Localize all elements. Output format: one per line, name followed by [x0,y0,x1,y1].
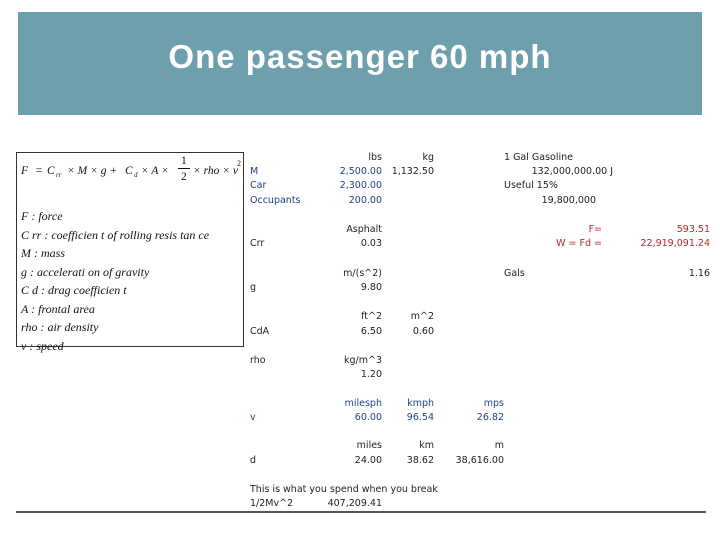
legend-item: M : mass [21,246,65,260]
cda-m2: 0.60 [412,326,434,337]
header-lbs: lbs [368,152,382,163]
formula-box [16,152,244,353]
eq-term-rho: × rho × v [193,165,239,177]
d-km: 38.62 [406,455,434,466]
legend-item: C rr : coefficien t of rolling resis tan ce [21,227,210,242]
ft2-header: ft^2 [361,311,382,322]
legend-item: C d : drag coefficien t [21,283,127,297]
eq-sign: = [35,165,43,177]
mph-header: milesph [344,398,382,409]
eq-lhs: F [21,165,29,177]
g-value: 9.80 [360,282,382,293]
d-miles: 24.00 [354,455,382,466]
d-label: d [250,455,257,466]
kmph-header: kmph [407,398,434,409]
gals-label: Gals [504,268,525,279]
m2-header: m^2 [410,311,434,322]
car-lbs: 2,300.00 [339,180,382,191]
d-m: 38,616.00 [455,455,504,466]
rho-label: rho [250,355,266,366]
eq-cd-sub: d [134,171,138,179]
g-unit: m/(s^2) [343,268,382,279]
occupants-lbs: 200.00 [348,195,382,206]
v-mph: 60.00 [354,412,382,423]
cda-label: CdA [250,326,270,337]
w-label: W = Fd = [556,238,602,249]
gal-label: 1 Gal Gasoline [504,152,573,163]
eq-crr: C [47,165,55,177]
eq-frac-bar [178,168,190,169]
rho-value: 1.20 [360,369,382,380]
rho-unit: kg/m^3 [344,355,382,366]
legend-item: g : accelerati on of gravity [21,264,150,279]
eq-square: 2 [237,159,241,168]
occupants-label: Occupants [250,195,301,206]
km-header: km [419,440,434,451]
legend-item: rho : air density [21,320,99,334]
eq-crr-sub: rr [56,171,62,179]
v-mps: 26.82 [476,412,504,423]
useful-value: 19,800,000 [541,195,596,206]
w-value: 22,919,091.24 [640,238,710,249]
useful-label: Useful 15% [504,180,558,191]
m-kg: 1,132.50 [391,166,434,177]
legend-item: v : speed [21,338,64,353]
legend-item: F : force [21,209,63,223]
legend-item: A : frontal area [21,301,95,316]
slide-title: One passenger 60 mph [168,38,552,75]
drag-equation [21,155,243,189]
bottom-rule [16,511,706,513]
gals-value: 1.16 [688,268,710,279]
kinetic-energy-label: 1/2Mv^2 [250,498,294,509]
miles-header: miles [356,440,382,451]
m-label: M [250,166,259,177]
variable-legend [21,207,209,355]
f-value: 593.51 [676,224,710,235]
asphalt-header: Asphalt [346,224,382,235]
eq-cd: C [125,165,133,177]
eq-term-a: × A × [141,165,169,177]
crr-value: 0.03 [360,238,382,249]
cda-ft2: 6.50 [360,326,382,337]
kinetic-energy-value: 407,209.41 [327,498,382,509]
m-header: m [494,440,504,451]
eq-term-mg: × M × g + [67,165,118,177]
gal-value: 132,000,000.00 J [531,166,613,177]
braking-note: This is what you spend when you break [250,484,438,495]
m-lbs: 2,500.00 [339,166,382,177]
header-kg: kg [422,152,434,163]
v-kmph: 96.54 [406,412,434,423]
f-label: F= [588,224,602,235]
car-label: Car [250,180,267,191]
eq-frac-den: 2 [181,171,187,183]
v-label: v [250,412,256,423]
crr-label: Crr [250,238,265,249]
mps-header: mps [483,398,504,409]
g-label: g [250,282,257,293]
eq-frac-num: 1 [181,155,187,167]
